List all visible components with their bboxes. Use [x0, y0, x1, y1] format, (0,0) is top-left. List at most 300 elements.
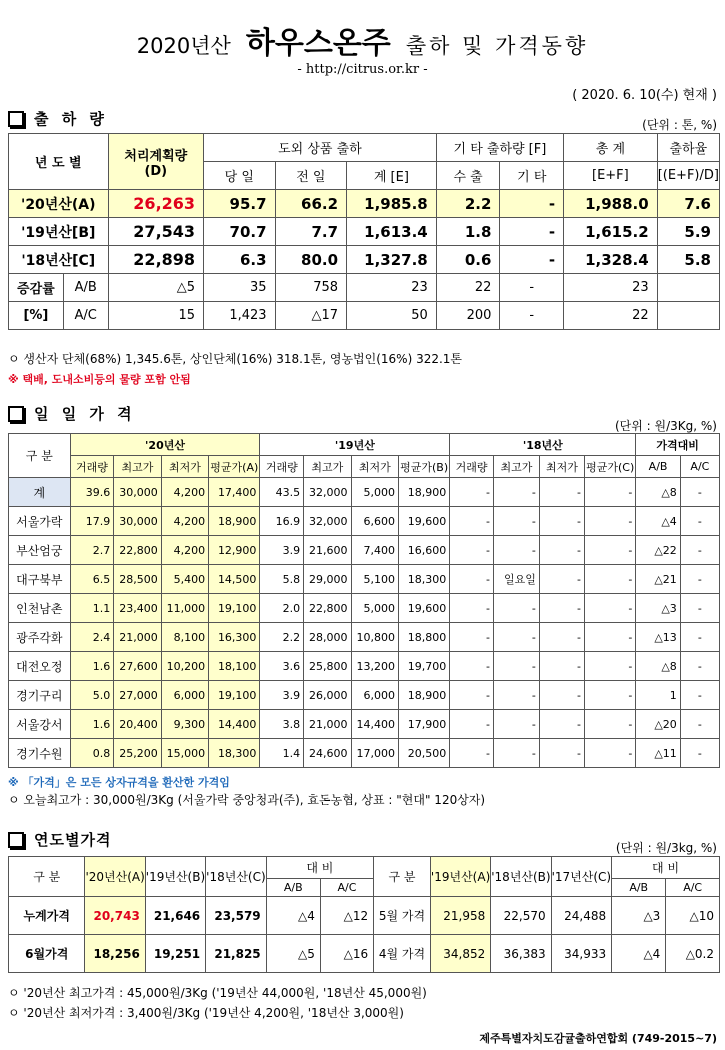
col-volume: 거래량 [260, 456, 304, 478]
shipment-table [8, 133, 720, 330]
cell-ac: - [680, 681, 719, 710]
cell-2019-min: 5,000 [351, 594, 398, 623]
table-row [9, 652, 720, 681]
cell-c: 23,579 [206, 897, 267, 935]
cell-2018-max: 일요일 [493, 565, 539, 594]
shipment-note-2 [8, 371, 191, 387]
cell-2020-avg: 17,400 [209, 478, 260, 507]
section-shipment-label: 출 하 량 [34, 110, 108, 128]
cell-sum: 1,613.4 [347, 218, 437, 246]
cell-2019-volume: 3.9 [260, 681, 304, 710]
cell-rate: 7.6 [657, 190, 719, 218]
cell-ab: △5 [266, 935, 320, 973]
cell-2018-max: - [493, 681, 539, 710]
cell-2018-min: - [539, 594, 584, 623]
header-rate-sub: [(E+F)/D] [657, 162, 719, 190]
header-plan-label: 처리계획량 [124, 148, 188, 164]
cell-2019-avg: 17,900 [399, 710, 450, 739]
cell-2018-min: - [539, 681, 584, 710]
row-label: 6월가격 [9, 935, 85, 973]
table-row [9, 246, 720, 274]
table-row [9, 681, 720, 710]
shipment-note-1: ㅇ 생산자 단체(68%) 1,345.6톤, 상인단체(16%) 318.1톤, 영농법인(16%) 322.1톤 [8, 352, 463, 366]
col-min: 최저가 [539, 456, 584, 478]
cell-total: 1,328.4 [564, 246, 658, 274]
header-compare-right: 대 비 [612, 857, 720, 879]
table-row [9, 218, 720, 246]
cell-ac: - [680, 623, 719, 652]
header-other: 기 타 출하량 [F] [436, 134, 563, 162]
row-label: 경기구리 [9, 681, 71, 710]
cell-2019-volume: 1.4 [260, 739, 304, 768]
row-label: 누계가격 [9, 897, 85, 935]
cell-2020-min: 4,200 [161, 478, 208, 507]
cell-2018-avg: - [585, 739, 636, 768]
cell-2018-avg: - [585, 594, 636, 623]
cell-2018-max: - [493, 507, 539, 536]
cell-etc: - [500, 190, 564, 218]
cell-2020-max: 28,500 [114, 565, 161, 594]
col-max: 최고가 [114, 456, 161, 478]
cell-a: 18,256 [85, 935, 145, 973]
cell-b: 21,646 [145, 897, 205, 935]
cell-2019-volume: 16.9 [260, 507, 304, 536]
cell-2019-max: 21,000 [304, 710, 351, 739]
col-volume: 거래량 [450, 456, 494, 478]
shipment-note-2-text: ※ 택배, 도내소비등의 물량 포함 안됨 [8, 373, 191, 386]
cell-2018-volume: - [450, 681, 494, 710]
cell-rate: 5.9 [657, 218, 719, 246]
cell-ac: - [680, 652, 719, 681]
cell-2018-max: - [493, 478, 539, 507]
section-daily-title [8, 403, 136, 424]
col-ac-right: A/C [666, 879, 720, 897]
cell-ac: - [680, 478, 719, 507]
daily-unit: (단위 : 원/3Kg, %) [614, 419, 717, 433]
cell-rate: 5.8 [657, 246, 719, 274]
cell-plan: 22,898 [108, 246, 204, 274]
cell-ra: 21,958 [430, 897, 490, 935]
cell-2020-volume: 1.6 [70, 652, 114, 681]
cell-2019-volume: 3.6 [260, 652, 304, 681]
cell-2019-avg: 19,600 [399, 594, 450, 623]
cell-2019-volume: 3.8 [260, 710, 304, 739]
col-2017-right: '17년산(C) [551, 857, 612, 897]
cell-2019-max: 29,000 [304, 565, 351, 594]
table-row [9, 274, 720, 302]
daily-note-1: ※ 「가격」은 모든 상자규격을 환산한 가격임 [8, 776, 230, 789]
diff-label: 증감률 [9, 274, 64, 302]
cell-ac: △16 [320, 935, 373, 973]
report-date: ( 2020. 6. 10(수) 현재 ) [572, 88, 717, 103]
cell-ab: △11 [636, 739, 680, 768]
col-min: 최저가 [351, 456, 398, 478]
yearly-unit: (단위 : 원/3kg, %) [615, 841, 717, 855]
cell-2018-volume: - [450, 623, 494, 652]
cell-2020-avg: 12,900 [209, 536, 260, 565]
header-total-sub: [E+F] [564, 162, 658, 190]
yearly-price-table [8, 856, 720, 973]
cell-2020-min: 4,200 [161, 507, 208, 536]
header-plan [108, 134, 204, 190]
header-division: 구 분 [9, 434, 71, 478]
cell-2018-avg: - [585, 565, 636, 594]
cell-2020-avg: 18,300 [209, 739, 260, 768]
cell-2020-avg: 18,100 [209, 652, 260, 681]
cell-total: 1,988.0 [564, 190, 658, 218]
col-max: 최고가 [304, 456, 351, 478]
cell-ac: - [680, 536, 719, 565]
cell-today: 6.3 [204, 246, 276, 274]
cell-2018-min: - [539, 710, 584, 739]
cell-prev: 66.2 [275, 190, 347, 218]
cell-etc: - [500, 246, 564, 274]
cell-b: 19,251 [145, 935, 205, 973]
cell-ra: 34,852 [430, 935, 490, 973]
cell-2018-avg: - [585, 710, 636, 739]
cell-total: 23 [564, 274, 658, 302]
daily-note-2: ㅇ 오늘최고가 : 30,000원/3Kg (서울가락 중앙청과(주), 효돈농협, 상표 : "현대" 120상자) [8, 793, 486, 807]
row-label: 대구북부 [9, 565, 71, 594]
cell-ac: - [680, 565, 719, 594]
cell-rate [657, 274, 719, 302]
cell-2019-volume: 5.8 [260, 565, 304, 594]
cell-2020-volume: 6.5 [70, 565, 114, 594]
header-year: 년 도 별 [9, 134, 109, 190]
header-2020: '20년산 [70, 434, 260, 456]
row-label-right: 5월 가격 [374, 897, 431, 935]
cell-2019-max: 22,800 [304, 594, 351, 623]
cell-total: 1,615.2 [564, 218, 658, 246]
cell-2018-volume: - [450, 507, 494, 536]
table-row [9, 536, 720, 565]
site-url: - http://citrus.or.kr - [297, 62, 428, 77]
col-ac: A/C [320, 879, 373, 897]
section-daily-label: 일 일 가 격 [34, 405, 136, 423]
diff-label-pct: [%] [9, 302, 64, 330]
cell-prev: △17 [275, 302, 347, 330]
cell-2018-max: - [493, 739, 539, 768]
col-avg: 평균가(B) [399, 456, 450, 478]
row-label: 계 [9, 478, 71, 507]
diff-ratio-label: A/B [63, 274, 108, 302]
cell-2018-volume: - [450, 536, 494, 565]
cell-rac: △0.2 [666, 935, 720, 973]
col-ab-right: A/B [612, 879, 666, 897]
cell-2020-volume: 0.8 [70, 739, 114, 768]
cell-2018-max: - [493, 710, 539, 739]
cell-2019-max: 21,600 [304, 536, 351, 565]
cell-2020-max: 30,000 [114, 507, 161, 536]
cell-ab: △8 [636, 652, 680, 681]
header-export: 수 출 [436, 162, 500, 190]
cell-2020-min: 10,200 [161, 652, 208, 681]
cell-2019-min: 5,000 [351, 478, 398, 507]
cell-2019-min: 13,200 [351, 652, 398, 681]
cell-2019-avg: 19,700 [399, 652, 450, 681]
cell-2019-avg: 16,600 [399, 536, 450, 565]
cell-2018-volume: - [450, 478, 494, 507]
table-row [9, 710, 720, 739]
cell-plan: 27,543 [108, 218, 204, 246]
cell-2020-max: 25,200 [114, 739, 161, 768]
cell-2019-min: 6,600 [351, 507, 398, 536]
title-main: 하우스온주 [245, 26, 391, 61]
col-avg: 평균가(A) [209, 456, 260, 478]
cell-rac: △10 [666, 897, 720, 935]
row-label: 인천남촌 [9, 594, 71, 623]
cell-a: 20,743 [85, 897, 145, 935]
cell-2020-volume: 2.4 [70, 623, 114, 652]
cell-plan: 15 [108, 302, 204, 330]
cell-rb: 36,383 [491, 935, 551, 973]
row-label: '19년산[B] [9, 218, 109, 246]
checkbox-bullet-icon [8, 832, 24, 848]
cell-2019-min: 5,100 [351, 565, 398, 594]
cell-2019-avg: 20,500 [399, 739, 450, 768]
header-sum: 계 [E] [347, 162, 437, 190]
cell-2019-min: 14,400 [351, 710, 398, 739]
section-shipment-title [8, 108, 108, 129]
table-row [9, 302, 720, 330]
cell-2019-max: 32,000 [304, 507, 351, 536]
cell-2019-min: 17,000 [351, 739, 398, 768]
section-yearly-label: 연도별가격 [34, 831, 112, 849]
cell-2019-max: 26,000 [304, 681, 351, 710]
header-2019: '19년산 [260, 434, 450, 456]
cell-2020-max: 22,800 [114, 536, 161, 565]
header-compare: 가격대비 [636, 434, 720, 456]
cell-2020-min: 9,300 [161, 710, 208, 739]
header-total: 총 계 [564, 134, 658, 162]
cell-2018-max: - [493, 652, 539, 681]
table-row [9, 507, 720, 536]
cell-ab: △21 [636, 565, 680, 594]
cell-rb: 22,570 [491, 897, 551, 935]
cell-2019-avg: 18,800 [399, 623, 450, 652]
cell-ab: △13 [636, 623, 680, 652]
cell-2018-avg: - [585, 536, 636, 565]
cell-2020-avg: 19,100 [209, 681, 260, 710]
title-year: 2020년산 [136, 34, 231, 58]
cell-2018-min: - [539, 536, 584, 565]
cell-2020-avg: 16,300 [209, 623, 260, 652]
table-row [9, 739, 720, 768]
cell-2020-min: 6,000 [161, 681, 208, 710]
cell-ab: △4 [636, 507, 680, 536]
cell-2018-avg: - [585, 507, 636, 536]
col-2019: '19년산(B) [145, 857, 205, 897]
cell-sum: 23 [347, 274, 437, 302]
row-label: 서울강서 [9, 710, 71, 739]
cell-rab: △3 [612, 897, 666, 935]
cell-today: 95.7 [204, 190, 276, 218]
row-label: 부산엄궁 [9, 536, 71, 565]
cell-2020-max: 30,000 [114, 478, 161, 507]
cell-2020-volume: 1.1 [70, 594, 114, 623]
header-etc: 기 타 [500, 162, 564, 190]
cell-etc: - [500, 218, 564, 246]
title-rest: 출하 및 가격동향 [405, 34, 589, 58]
cell-c: 21,825 [206, 935, 267, 973]
cell-2020-max: 27,000 [114, 681, 161, 710]
cell-ab: △20 [636, 710, 680, 739]
cell-2020-avg: 18,900 [209, 507, 260, 536]
shipment-unit: (단위 : 톤, %) [642, 118, 717, 132]
cell-2019-max: 32,000 [304, 478, 351, 507]
cell-2020-min: 8,100 [161, 623, 208, 652]
col-avg: 평균가(C) [585, 456, 636, 478]
cell-2020-volume: 2.7 [70, 536, 114, 565]
col-ac: A/C [680, 456, 719, 478]
cell-2019-min: 10,800 [351, 623, 398, 652]
col-max: 최고가 [493, 456, 539, 478]
cell-2018-min: - [539, 478, 584, 507]
cell-2018-min: - [539, 507, 584, 536]
col-volume: 거래량 [70, 456, 114, 478]
header-compare: 대 비 [266, 857, 373, 879]
daily-price-table [8, 433, 720, 768]
row-label: 대전오정 [9, 652, 71, 681]
cell-2020-volume: 17.9 [70, 507, 114, 536]
cell-2019-avg: 18,900 [399, 681, 450, 710]
header-plan-d: (D) [144, 163, 168, 179]
header-domestic: 도외 상품 출하 [204, 134, 437, 162]
cell-rc: 34,933 [551, 935, 612, 973]
cell-2020-max: 23,400 [114, 594, 161, 623]
cell-sum: 1,327.8 [347, 246, 437, 274]
cell-2018-max: - [493, 594, 539, 623]
cell-2018-volume: - [450, 594, 494, 623]
footer-org: 제주특별자치도감귤출하연합회 (749-2015~7) [479, 1032, 717, 1045]
cell-sum: 50 [347, 302, 437, 330]
row-label: 서울가락 [9, 507, 71, 536]
col-ab: A/B [636, 456, 680, 478]
cell-ac: - [680, 594, 719, 623]
table-row [9, 935, 720, 973]
cell-2018-volume: - [450, 739, 494, 768]
cell-ab: △3 [636, 594, 680, 623]
row-label: '18년산[C] [9, 246, 109, 274]
cell-export: 2.2 [436, 190, 500, 218]
cell-2019-avg: 18,900 [399, 478, 450, 507]
cell-plan: △5 [108, 274, 204, 302]
cell-prev: 80.0 [275, 246, 347, 274]
header-division: 구 분 [9, 857, 85, 897]
cell-2020-volume: 5.0 [70, 681, 114, 710]
cell-2020-avg: 14,500 [209, 565, 260, 594]
cell-2019-max: 24,600 [304, 739, 351, 768]
cell-2019-volume: 3.9 [260, 536, 304, 565]
cell-ac: - [680, 507, 719, 536]
cell-today: 1,423 [204, 302, 276, 330]
col-2018: '18년산(C) [206, 857, 267, 897]
cell-rab: △4 [612, 935, 666, 973]
col-ab: A/B [266, 879, 320, 897]
cell-export: 0.6 [436, 246, 500, 274]
cell-sum: 1,985.8 [347, 190, 437, 218]
row-label: 경기수원 [9, 739, 71, 768]
cell-2018-avg: - [585, 652, 636, 681]
cell-rc: 24,488 [551, 897, 612, 935]
cell-2019-volume: 2.2 [260, 623, 304, 652]
cell-ab: 1 [636, 681, 680, 710]
checkbox-bullet-icon [8, 406, 24, 422]
header-prev: 전 일 [275, 162, 347, 190]
cell-2020-min: 4,200 [161, 536, 208, 565]
cell-export: 22 [436, 274, 500, 302]
cell-today: 70.7 [204, 218, 276, 246]
yearly-note-2: ㅇ '20년산 최저가격 : 3,400원/3Kg ('19년산 4,200원, '18년산 3,000원) [8, 1006, 404, 1020]
cell-ab: △22 [636, 536, 680, 565]
cell-ac: △12 [320, 897, 373, 935]
diff-ratio-label: A/C [63, 302, 108, 330]
table-row [9, 478, 720, 507]
row-label-right: 4월 가격 [374, 935, 431, 973]
checkbox-bullet-icon [8, 111, 24, 127]
cell-2018-avg: - [585, 681, 636, 710]
table-row [9, 565, 720, 594]
cell-2018-avg: - [585, 478, 636, 507]
cell-prev: 7.7 [275, 218, 347, 246]
cell-2020-avg: 14,400 [209, 710, 260, 739]
row-label: '20년산(A) [9, 190, 109, 218]
cell-2020-max: 20,400 [114, 710, 161, 739]
cell-2019-min: 7,400 [351, 536, 398, 565]
cell-2018-min: - [539, 739, 584, 768]
cell-rate [657, 302, 719, 330]
cell-2020-min: 5,400 [161, 565, 208, 594]
cell-2018-min: - [539, 652, 584, 681]
document-title [0, 18, 725, 61]
table-row [9, 897, 720, 935]
cell-export: 1.8 [436, 218, 500, 246]
col-2018-right: '18년산(B) [491, 857, 551, 897]
cell-ac: - [680, 739, 719, 768]
header-2018: '18년산 [450, 434, 636, 456]
cell-2018-min: - [539, 565, 584, 594]
cell-2020-max: 21,000 [114, 623, 161, 652]
cell-etc: - [500, 302, 564, 330]
cell-2019-max: 28,000 [304, 623, 351, 652]
col-2020: '20년산(A) [85, 857, 145, 897]
row-label: 광주각화 [9, 623, 71, 652]
col-min: 최저가 [161, 456, 208, 478]
cell-2018-volume: - [450, 652, 494, 681]
cell-ab: △4 [266, 897, 320, 935]
section-yearly-title [8, 829, 111, 850]
cell-2018-max: - [493, 623, 539, 652]
cell-2019-volume: 43.5 [260, 478, 304, 507]
cell-2019-avg: 18,300 [399, 565, 450, 594]
cell-export: 200 [436, 302, 500, 330]
cell-2020-min: 15,000 [161, 739, 208, 768]
header-rate: 출하율 [657, 134, 719, 162]
cell-2018-avg: - [585, 623, 636, 652]
cell-2020-avg: 19,100 [209, 594, 260, 623]
cell-2020-max: 27,600 [114, 652, 161, 681]
cell-2020-volume: 1.6 [70, 710, 114, 739]
table-row [9, 190, 720, 218]
yearly-note-1: ㅇ '20년산 최고가격 : 45,000원/3Kg ('19년산 44,000원, '18년산 45,000원) [8, 986, 427, 1000]
header-division-right: 구 분 [374, 857, 431, 897]
cell-2018-volume: - [450, 565, 494, 594]
cell-2019-avg: 19,600 [399, 507, 450, 536]
cell-2020-min: 11,000 [161, 594, 208, 623]
cell-ac: - [680, 710, 719, 739]
header-today: 당 일 [204, 162, 276, 190]
table-row [9, 623, 720, 652]
